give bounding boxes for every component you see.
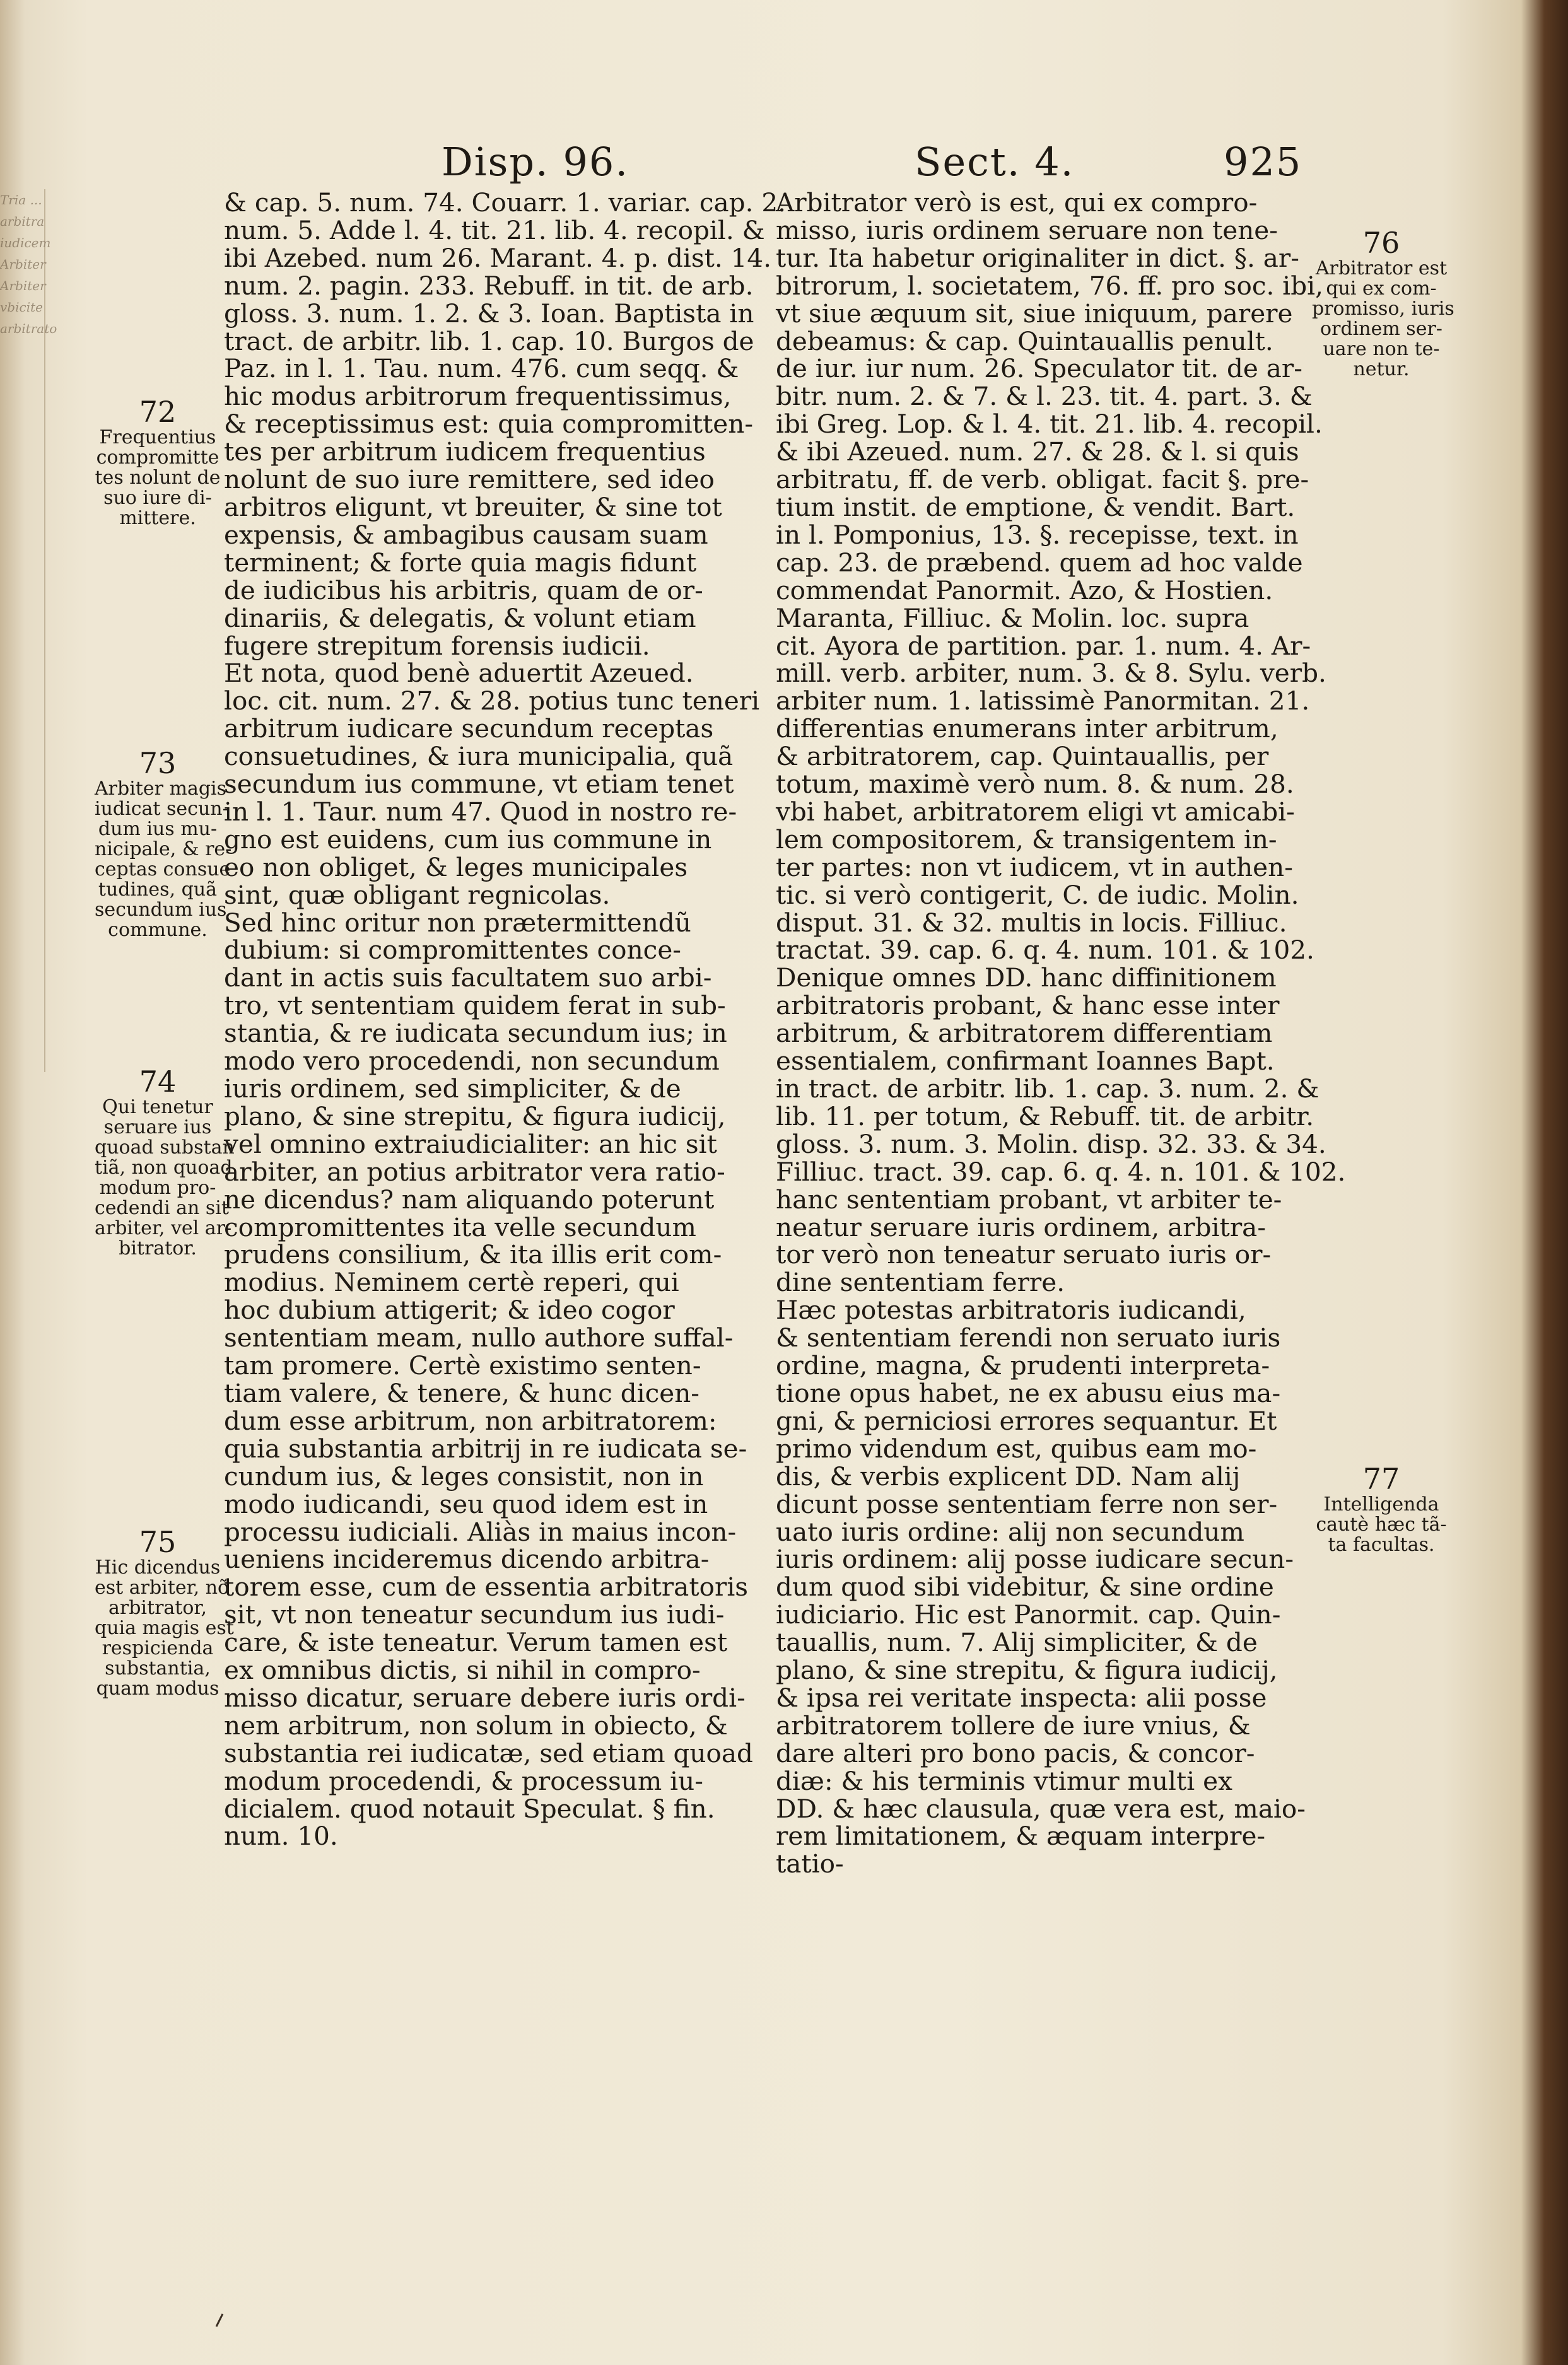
text-line: consuetudines, & iura municipalia, quã	[224, 741, 734, 772]
margin-note-line: cautè hæc tã-	[1316, 1514, 1447, 1536]
text-line: cit. Ayora de partition. par. 1. num. 4. Ar-	[776, 630, 1311, 661]
text-line: tatio-	[776, 1848, 844, 1879]
margin-note-number: 77	[1362, 1462, 1400, 1496]
text-line: stantia, & re iudicata secundum ius; in	[224, 1018, 727, 1049]
text-line: prudens consilium, & ita illis erit com-	[224, 1239, 722, 1270]
gutter-fragment: arbitrato	[0, 321, 57, 336]
text-line: & cap. 5. num. 74. Couarr. 1. variar. cap. 2.	[224, 187, 786, 218]
text-line: dine sententiam ferre.	[776, 1267, 1065, 1298]
text-line: plano, & sine strepitu, & figura iudicij,	[776, 1655, 1278, 1686]
text-line: essentialem, confirmant Ioannes Bapt.	[776, 1046, 1275, 1077]
text-line: dare alteri pro bono pacis, & concor-	[776, 1737, 1255, 1768]
text-line: Filliuc. tract. 39. cap. 6. q. 4. n. 101. & 102.	[776, 1156, 1346, 1187]
margin-note-line: arbiter, vel ar-	[95, 1217, 232, 1239]
text-line: bitrorum, l. societatem, 76. ff. pro soc. ibi,	[776, 270, 1323, 301]
text-line: sententiam meam, nullo authore suffal-	[224, 1323, 734, 1353]
text-line: gni, & perniciosi errores sequantur. Et	[776, 1405, 1277, 1436]
text-line: bitr. num. 2. & 7. & l. 23. tit. 4. part. 3. &	[776, 381, 1313, 412]
margin-note-line: ta facultas.	[1328, 1534, 1435, 1556]
margin-note-74	[95, 1065, 235, 1259]
margin-note-line: ceptas consue	[95, 858, 231, 880]
text-line: DD. & hæc clausula, quæ vera est, maio-	[776, 1793, 1306, 1824]
gutter-fragment: Tria ...	[0, 192, 42, 207]
text-line: arbitratorem tollere de iure vnius, &	[776, 1710, 1251, 1741]
text-line: cap. 23. de præbend. quem ad hoc valde	[776, 547, 1303, 578]
margin-note-line: compromitte	[96, 447, 219, 469]
text-line: dis, & verbis explicent DD. Nam alij	[776, 1461, 1241, 1492]
gutter-fragment: arbitra	[0, 214, 45, 229]
text-line: diæ: & his terminis vtimur multi ex	[776, 1765, 1232, 1796]
text-line: dicunt posse sententiam ferre non ser-	[776, 1488, 1278, 1519]
text-line: gloss. 3. num. 1. 2. & 3. Ioan. Baptista in	[224, 298, 754, 329]
text-line: dicialem. quod notauit Speculat. § fin.	[224, 1793, 715, 1824]
text-line: & receptissimus est: quia compromitten-	[224, 409, 754, 440]
text-line: quia substantia arbitrij in re iudicata se-	[224, 1433, 747, 1464]
text-line: num. 10.	[224, 1821, 338, 1852]
text-line: & arbitratorem, cap. Quintauallis, per	[776, 741, 1269, 772]
text-line: & ipsa rei veritate inspecta: alii posse	[776, 1682, 1267, 1713]
text-line: commendat Panormit. Azo, & Hostien.	[776, 575, 1273, 605]
margin-note-line: respicienda	[102, 1637, 214, 1659]
margin-note-line: quia magis est	[95, 1617, 234, 1639]
left-text-column	[224, 187, 786, 1852]
header-disputation: Disp. 96.	[442, 139, 629, 185]
text-line: lib. 11. per totum, & Rebuff. tit. de arbitr.	[776, 1101, 1314, 1131]
text-line: loc. cit. num. 27. & 28. potius tunc teneri	[224, 686, 760, 716]
text-line: dubium: si compromittentes conce-	[224, 935, 681, 966]
text-line: tauallis, num. 7. Alij simpliciter, & de	[776, 1627, 1258, 1658]
text-line: arbitrum, & arbitratorem differentiam	[776, 1018, 1273, 1049]
text-line: dum esse arbitrum, non arbitratorem:	[224, 1405, 717, 1436]
text-line: rem limitationem, & æquam interpre-	[776, 1821, 1266, 1852]
text-line: torem esse, cum de essentia arbitratoris	[224, 1572, 749, 1603]
text-line: differentias enumerans inter arbitrum,	[776, 713, 1278, 744]
text-line: tractat. 39. cap. 6. q. 4. num. 101. & 102.	[776, 935, 1314, 966]
margin-note-line: promisso, iuris	[1312, 298, 1454, 320]
margin-note-line: cedendi an sit	[95, 1197, 229, 1219]
margin-note-77	[1312, 1463, 1451, 1555]
margin-note-line: Frequentius	[99, 426, 216, 448]
text-line: substantia rei iudicatæ, sed etiam quoad	[224, 1737, 753, 1768]
text-line: processu iudiciali. Aliàs in maius incon-	[224, 1516, 737, 1547]
text-line: de iur. iur num. 26. Speculator tit. de ar-	[776, 353, 1302, 384]
text-line: mill. verb. arbiter, num. 3. & 8. Sylu. verb.	[776, 658, 1326, 689]
margin-note-line: mittere.	[119, 507, 196, 529]
text-line: modo vero procedendi, non secundum	[224, 1046, 720, 1077]
text-line: ibi Greg. Lop. & l. 4. tit. 21. lib. 4. recopil.	[776, 409, 1323, 440]
text-line: iuris ordinem, sed simpliciter, & de	[224, 1073, 681, 1104]
text-line: in tract. de arbitr. lib. 1. cap. 3. num. 2. &	[776, 1073, 1319, 1104]
text-line: Et nota, quod benè aduertit Azeued.	[224, 658, 694, 689]
margin-note-line: quoad substan	[95, 1136, 235, 1159]
text-line: terminent; & forte quia magis fidunt	[224, 547, 697, 578]
text-line: disput. 31. & 32. multis in locis. Filliuc.	[776, 907, 1287, 938]
margin-note-line: seruare ius	[103, 1116, 212, 1138]
margin-note-line: tudines, quã	[98, 879, 218, 901]
text-line: secundum ius commune, vt etiam tenet	[224, 769, 734, 800]
text-line: sit, vt non teneatur secundum ius iudi-	[224, 1599, 725, 1630]
text-line: hic modus arbitrorum frequentissimus,	[224, 381, 732, 412]
margin-note-line: Qui tenetur	[102, 1096, 213, 1118]
margin-note-line: arbitrator,	[108, 1597, 207, 1619]
text-line: modum procedendi, & processum iu-	[224, 1765, 703, 1796]
text-line: ter partes: non vt iudicem, vt in authen-	[776, 851, 1293, 882]
text-line: compromittentes ita velle secundum	[224, 1212, 696, 1242]
text-line: totum, maximè verò num. 8. & num. 28.	[776, 769, 1294, 800]
text-line: tium instit. de emptione, & vendit. Bart.	[776, 491, 1296, 522]
text-line: nem arbitrum, non solum in obiecto, &	[224, 1710, 728, 1741]
adjacent-page-edge	[0, 189, 57, 1072]
text-line: Sed hinc oritur non prætermittendũ	[224, 907, 691, 938]
margin-note-75	[95, 1525, 234, 1700]
text-line: in l. 1. Taur. num 47. Quod in nostro re-	[224, 796, 737, 827]
text-line: gloss. 3. num. 3. Molin. disp. 32. 33. & 34.	[776, 1128, 1326, 1159]
text-line: vbi habet, arbitratorem eligi vt amicabi-	[776, 796, 1295, 827]
text-line: debeamus: & cap. Quintauallis penult.	[776, 325, 1273, 356]
text-line: expensis, & ambagibus causam suam	[224, 519, 708, 550]
margin-note-line: qui ex com-	[1326, 277, 1437, 300]
text-line: fugere strepitum forensis iudicii.	[224, 630, 650, 661]
text-line: arbiter, an potius arbitrator vera ratio-	[224, 1156, 725, 1187]
text-line: de iudicibus his arbitris, quam de or-	[224, 575, 703, 605]
text-line: num. 5. Adde l. 4. tit. 21. lib. 4. recopil. &	[224, 214, 765, 245]
text-line: & sententiam ferendi non seruato iuris	[776, 1323, 1281, 1353]
margin-note-73	[95, 746, 232, 941]
text-line: iuris ordinem: alij posse iudicare secun-	[776, 1544, 1294, 1575]
margin-note-line: substantia,	[105, 1657, 211, 1679]
text-line: modo iudicandi, seu quod idem est in	[224, 1488, 708, 1519]
text-line: tur. Ita habetur originaliter in dict. §. ar-	[776, 242, 1299, 273]
text-line: dinariis, & delegatis, & volunt etiam	[224, 602, 696, 633]
margin-note-line: dum ius mu-	[98, 818, 218, 840]
margin-note-line: quam modus	[96, 1678, 219, 1700]
margin-note-line: modum pro-	[99, 1177, 216, 1199]
text-line: in l. Pomponius, 13. §. recepisse, text. in	[776, 519, 1299, 550]
text-line: hanc sententiam probant, vt arbiter te-	[776, 1184, 1282, 1215]
text-line: ordine, magna, & prudenti interpreta-	[776, 1350, 1270, 1381]
margin-note-line: Hic dicendus	[95, 1556, 221, 1579]
text-line: tro, vt sententiam quidem ferat in sub-	[224, 990, 726, 1021]
gutter-fragment: Arbiter	[0, 257, 46, 272]
text-line: nolunt de suo iure remittere, sed ideo	[224, 464, 715, 495]
running-header	[227, 139, 1325, 189]
text-line: sint, quæ obligant regnicolas.	[224, 879, 611, 910]
text-line: Denique omnes DD. hanc diffinitionem	[776, 962, 1277, 993]
header-section: Sect. 4.	[915, 139, 1075, 185]
text-line: tic. si verò contigerit, C. de iudic. Molin.	[776, 879, 1299, 910]
ink-mark	[211, 2305, 237, 2330]
margin-note-number: 73	[139, 746, 177, 780]
text-line: cundum ius, & leges consistit, non in	[224, 1461, 704, 1492]
text-line: dum quod sibi videbitur, & sine ordine	[776, 1572, 1274, 1603]
margin-note-line: netur.	[1353, 358, 1410, 380]
margin-note-72	[95, 396, 221, 528]
page-number: 925	[1224, 139, 1302, 185]
text-line: plano, & sine strepitu, & figura iudicij,	[224, 1101, 726, 1131]
text-line: lem compositorem, & transigentem in-	[776, 824, 1277, 855]
text-line: neatur seruare iuris ordinem, arbitra-	[776, 1212, 1267, 1242]
text-line: ueniens incideremus dicendo arbitra-	[224, 1544, 710, 1575]
text-line: primo videndum est, quibus eam mo-	[776, 1433, 1257, 1464]
text-line: tam promere. Certè existimo senten-	[224, 1350, 701, 1381]
margin-note-number: 75	[139, 1525, 177, 1559]
margin-note-line: iudicat secun-	[95, 798, 229, 820]
margin-note-line: tiã, non quoad	[95, 1157, 233, 1179]
text-line: tiam valere, & tenere, & hunc dicen-	[224, 1377, 699, 1408]
text-line: Arbitrator verò is est, qui ex compro-	[776, 187, 1258, 218]
text-line: Maranta, Filliuc. & Molin. loc. supra	[776, 602, 1249, 633]
text-line: tor verò non teneatur seruato iuris or-	[776, 1239, 1272, 1270]
margin-note-line: uare non te-	[1323, 338, 1440, 360]
text-line: tes per arbitrum iudicem frequentius	[224, 436, 706, 467]
text-line: iudiciario. Hic est Panormit. cap. Quin-	[776, 1599, 1281, 1630]
margin-note-line: bitrator.	[119, 1237, 197, 1259]
text-line: vel omnino extraiudicialiter: an hic sit	[224, 1128, 717, 1159]
text-line: eo non obliget, & leges municipales	[224, 851, 688, 882]
text-line: arbitratoris probant, & hanc esse inter	[776, 990, 1280, 1021]
text-line: hoc dubium attigerit; & ideo cogor	[224, 1295, 675, 1326]
text-line: dant in actis suis facultatem suo arbi-	[224, 962, 712, 993]
text-line: ex omnibus dictis, si nihil in compro-	[224, 1655, 701, 1686]
text-line: tract. de arbitr. lib. 1. cap. 10. Burgos de	[224, 325, 754, 356]
gutter-fragment: Arbiter	[0, 278, 46, 293]
margin-note-line: secundum ius	[95, 899, 227, 921]
margin-note-line: Arbitrator est	[1315, 257, 1448, 279]
text-line: arbitratu, ff. de verb. obligat. facit §. pre-	[776, 464, 1309, 495]
text-line: arbiter num. 1. latissimè Panormitan. 21.	[776, 686, 1310, 716]
text-line: ne dicendus? nam aliquando poterunt	[224, 1184, 715, 1215]
text-line: uato iuris ordine: alij non secundum	[776, 1516, 1244, 1547]
margin-note-line: tes nolunt de	[95, 467, 221, 489]
gutter-fragment: iudicem	[0, 235, 51, 250]
margin-note-line: nicipale, & re-	[95, 838, 232, 860]
text-line: arbitrum iudicare secundum receptas	[224, 713, 714, 744]
text-line: Paz. in l. 1. Tau. num. 476. cum seqq. &	[224, 353, 739, 384]
margin-note-line: Arbiter magis	[95, 778, 227, 800]
text-line: num. 2. pagin. 233. Rebuff. in tit. de arb.	[224, 270, 754, 301]
margin-note-number: 74	[139, 1065, 177, 1099]
margin-note-number: 76	[1362, 226, 1400, 260]
text-line: ibi Azebed. num 26. Marant. 4. p. dist. 14.	[224, 242, 772, 273]
right-text-column	[776, 187, 1346, 1879]
margin-note-line: Intelligenda	[1323, 1493, 1439, 1515]
text-line: misso dicatur, seruare debere iuris ordi-	[224, 1682, 746, 1713]
text-line: misso, iuris ordinem seruare non tene-	[776, 214, 1278, 245]
text-line: & ibi Azeued. num. 27. & 28. & l. si quis	[776, 436, 1299, 467]
margin-note-number: 72	[139, 395, 177, 429]
margin-note-line: est arbiter, nõ	[95, 1577, 230, 1599]
text-line: tione opus habet, ne ex abusu eius ma-	[776, 1377, 1281, 1408]
text-line: modius. Neminem certè reperi, qui	[224, 1267, 679, 1298]
text-line: arbitros eligunt, vt breuiter, & sine tot	[224, 491, 722, 522]
text-line: care, & iste teneatur. Verum tamen est	[224, 1627, 728, 1658]
text-line: gno est euidens, cum ius commune in	[224, 824, 712, 855]
margin-note-76	[1312, 226, 1454, 380]
text-line: vt siue æquum sit, siue iniquum, parere	[776, 298, 1293, 329]
gutter-fragment: vbicite	[0, 300, 43, 315]
margin-note-line: suo iure di-	[103, 487, 212, 509]
margin-note-line: commune.	[108, 919, 208, 941]
text-line: Hæc potestas arbitratoris iudicandi,	[776, 1295, 1246, 1326]
margin-note-line: ordinem ser-	[1320, 318, 1442, 340]
